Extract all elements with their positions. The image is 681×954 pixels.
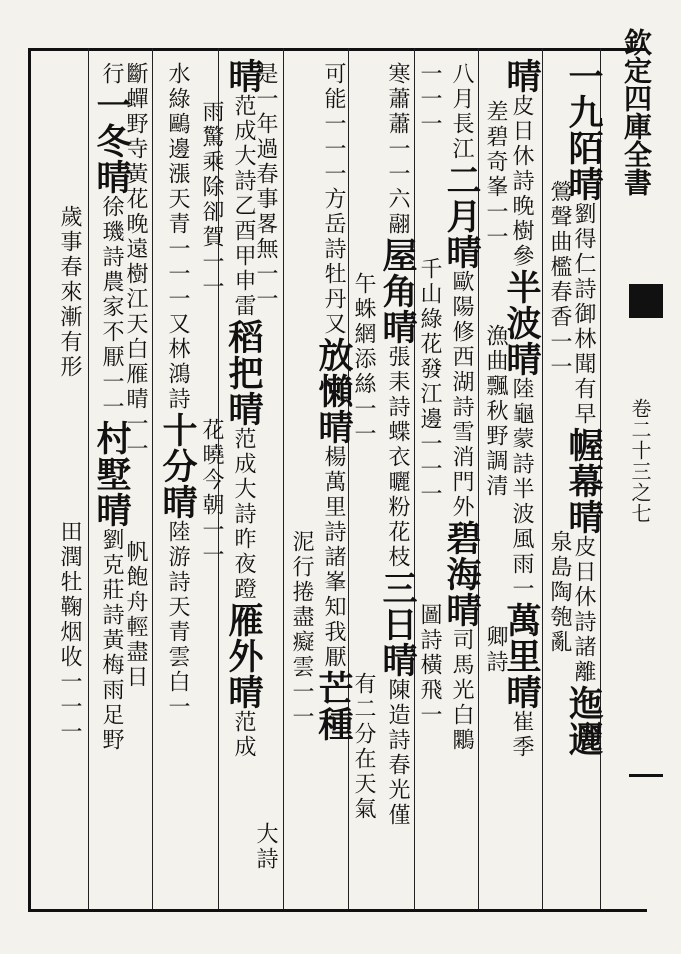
entry-citation: 皮日休詩諸離 (571, 535, 596, 685)
entry-citation: 大詩 (253, 822, 278, 872)
entry-quote: 可能一一一 (321, 62, 346, 187)
entry-citation: 徐璣詩農家不厭一一 (99, 195, 124, 420)
entry-heading: 晴 (223, 58, 264, 94)
entry-quote: 千山綠花發江邊一一一 (417, 257, 442, 507)
entry-heading: 放懶晴 (313, 337, 354, 445)
entry-heading: 一九陌晴 (563, 58, 604, 202)
entry-heading: 一冬晴 (91, 87, 132, 195)
text-column-14 (157, 62, 198, 720)
entry-citation: 范成大詩乙酉甲申雷 (231, 94, 256, 319)
entry-quote: 差碧奇峯一一 (483, 100, 508, 250)
entry-heading: 萬里晴 (501, 602, 542, 710)
entry-quote: 歲事春來漸有形 (57, 205, 82, 380)
entry-citation: 楊萬里詩諸峯知我厭 (321, 445, 346, 670)
entry-heading: 晴 (501, 58, 542, 94)
entry-citation: 歐陽修西湖詩雪消門外 (449, 270, 474, 520)
text-column-12 (223, 58, 264, 760)
entry-citation: 陸龜蒙詩半波風雨一 (509, 377, 534, 602)
text-column-2 (548, 180, 570, 655)
text-column-13 (200, 100, 222, 568)
text-column-6 (418, 62, 440, 728)
column-rule (542, 48, 543, 909)
entry-quote: 八月長江 (449, 62, 474, 162)
text-column-7 (377, 62, 418, 828)
entry-quote: 田潤牡鞠烟收一一一 (57, 520, 82, 745)
entry-heading: 屋角晴 (377, 237, 418, 345)
book-title: 欽定四庫全書 (620, 28, 653, 196)
entry-heading: 芒種 (313, 670, 354, 742)
entry-heading: 十分晴 (157, 412, 198, 520)
entry-quote: 鶯聲曲檻春香一一 (547, 180, 572, 380)
entry-quote: 帆飽舟輕盡日 (123, 540, 148, 690)
entry-heading: 三日晴 (377, 570, 418, 678)
text-column-16 (91, 62, 132, 753)
entry-quote: 斷蟬野寺黃花晚遠樹江天白雁晴一一 (123, 62, 148, 462)
entry-heading: 幄幕晴 (563, 427, 604, 535)
entry-quote: 雨驚乘除卻賀一一 (199, 100, 224, 300)
entry-citation: 方岳詩牡丹又 (321, 187, 346, 337)
page-tab-mark (629, 284, 663, 318)
column-rule (152, 48, 153, 909)
entry-quote: 行 (99, 62, 124, 87)
text-column-5 (441, 62, 482, 753)
entry-heading: 迤邐 (563, 685, 604, 757)
entry-citation: 又林鴻詩 (165, 312, 190, 412)
entry-heading: 碧海晴 (441, 520, 482, 628)
entry-quote: 午蛛網添絲一一 (351, 272, 376, 447)
entry-quote: 六翮 (385, 187, 410, 237)
entry-citation: 司馬光白鷴 (449, 628, 474, 753)
text-column-10 (290, 530, 312, 730)
entry-citation: 范成 (231, 710, 256, 760)
text-column-9 (313, 62, 354, 742)
entry-quote: 是一年過春事畧無一一 (253, 62, 278, 312)
entry-heading: 雁外晴 (223, 602, 264, 710)
entry-citation: 崔季 (509, 710, 534, 760)
entry-heading: 半波晴 (501, 269, 542, 377)
entry-citation: 劉得仁詩御林聞有早 (571, 202, 596, 427)
entry-heading: 二月晴 (441, 162, 482, 270)
entry-quote: 花曉今朝一一 (199, 418, 224, 568)
entry-quote: 寒蕭蕭一一 (385, 62, 410, 187)
entry-quote: 泉島陶匏亂 (547, 530, 572, 655)
entry-citation: 張耒詩蝶衣曬粉花枝 (385, 345, 410, 570)
entry-quote: 一一一 (417, 62, 442, 137)
entry-quote: 卿詩 (483, 625, 508, 675)
entry-heading: 村墅晴 (91, 420, 132, 528)
entry-heading: 稻把晴 (223, 319, 264, 427)
text-column-8 (352, 272, 374, 822)
page-tab-rule (629, 774, 663, 777)
entry-quote: 有二分在天氣 (351, 672, 376, 822)
entry-citation: 劉克莊詩黃梅雨足野 (99, 528, 124, 753)
text-column-3 (501, 58, 542, 760)
column-rule (283, 48, 284, 909)
column-rule (88, 48, 89, 909)
text-column-17 (58, 205, 80, 745)
entry-citation: 陸游詩天青雲白一 (165, 520, 190, 720)
volume-number: 卷二十三之七 (628, 398, 652, 524)
entry-quote: 圖詩橫飛一 (417, 603, 442, 728)
entry-quote: 漁曲飄秋野調清 (483, 324, 508, 499)
entry-quote: 水綠鷗邊漲天青一一一 (165, 62, 190, 312)
entry-quote: 泥行捲盡癡雲一一 (289, 530, 314, 730)
entry-citation: 范成大詩昨夜蹬 (231, 427, 256, 602)
entry-citation: 陳造詩春光僅 (385, 678, 410, 828)
entry-citation: 皮日休詩晚樹參 (509, 94, 534, 269)
text-column-4 (484, 100, 506, 675)
